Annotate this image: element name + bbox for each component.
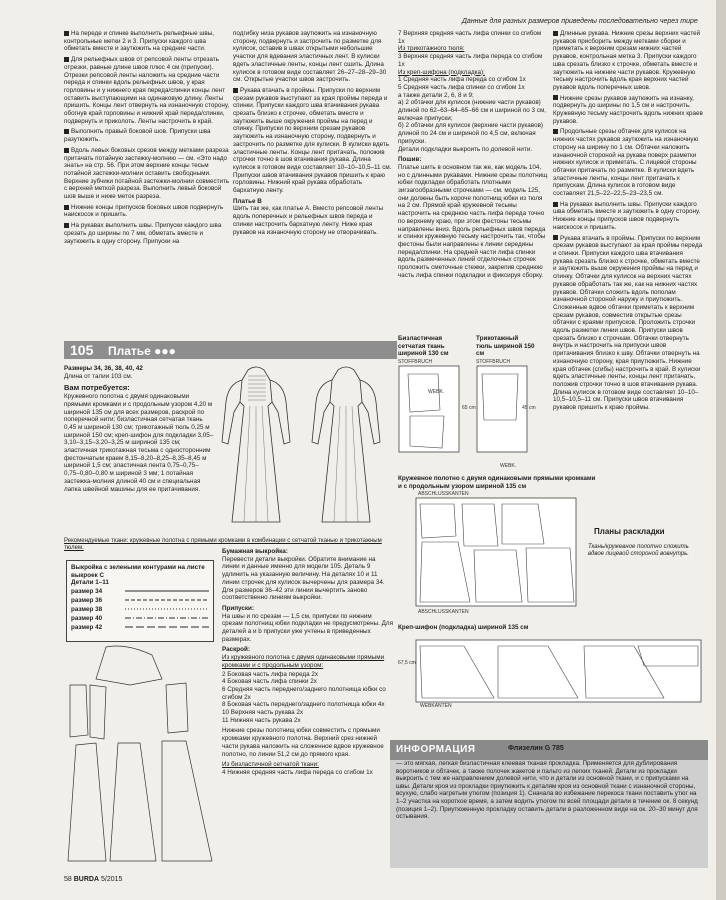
paragraph: Рукава втачать в проймы. Припуски по верхним срезам рукавов выступают за края проймы переда и спинки. Припуски каждого шва втачивания рукава срезать близко к строчке, обметать вместе и заутюжить выше окружения проймы на перед и спинку. Припуски по верхним срезам рукавов заутюжить на изнаночную сторону, подвернуть и застрочить по разметке для кулиски. В кулиски вдеть эластичные ленты. Концы лент притачать, положив строчки точно в шов втачивания рукава. Длина кулисок в готовом виде составляет 10–10–10,5–11 см. Припуски швов втачивания рукавов пришить к краю горловины. Нижний край рукава обработать бархатную ленту. bbox=[233, 86, 392, 195]
selvage-full-label: WEBKANTEN bbox=[420, 703, 452, 709]
cut-edge-label: ABSCHLUSSKANTEN bbox=[418, 609, 469, 615]
pattern-piece-skirt-2 bbox=[110, 743, 156, 861]
dress-b-title: Платье В bbox=[233, 197, 262, 205]
tulle-label: Трикотажный тюль шириной 150 см bbox=[476, 335, 535, 357]
cut-edge-label: ABSCHLUSSKANTEN bbox=[418, 491, 469, 497]
dress-b-text: Шить так же, как платье А. Вместо репсовой ленты вдоль поперечных и рельефных швов переда и спинки настрочить бархатную ленту. Ниже края рукавов на изнаночную сторону не отворачивать. bbox=[233, 205, 384, 236]
bullet-icon bbox=[553, 202, 558, 207]
dress-illustration bbox=[218, 362, 394, 530]
cutting-item: 10 Верхняя часть рукава 2x bbox=[222, 709, 304, 717]
bullet-icon bbox=[64, 205, 69, 210]
model-title: Платье ●●● bbox=[108, 344, 176, 358]
list-item: 5 Средняя часть лифа спинки со сгибом 1x bbox=[398, 83, 525, 91]
paragraph: Продольные срезы обтачек для кулисок на нижних частях рукавов заутюжить на изнаночную сторону на ширину по 1 см. Обтачки наложить изнаночной стороной на рукава поверх разметки нижних кулисок и приметать. С лицевой стороны обтачки притачать по разметке. В кулиски вдеть эластичные ленты, концы лент притачать к припускам. Длина кулисок в готовом виде составляет 21,5–22–22,5–23–23,5 см. bbox=[553, 128, 699, 198]
left-bottom-column bbox=[64, 365, 214, 496]
paper-pattern-text: Перевести детали выкройки. Обратите внимание на линии и данные именно для модели 105. Деталь 9 удлинить на указанную величину. На деталях 10 и 11 линии строчек для кулисок вычерчены для размера 34. Для размеров 36–42 эти линии вычертить заново соответственно линиям выкройки. bbox=[222, 555, 385, 602]
skirt-seams bbox=[244, 406, 358, 522]
page-number: 58 bbox=[64, 876, 72, 883]
info-text: — это мягкая, легкая бизластичная клеевая тканая прокладка. Применяется для дублирования воротников и обтачек, а также полочек жакетов и пальто из легких тканей. Детали из прокладки выкроить с тем же направлением долевой нити, что и детали из основной ткани, и с припусками на швы. Детали кроя из прокладки приутюжить к деталям кроя из основной ткани с изнаночной стороны, всухую, слабо нагретым утюгом (позиция 1). Сначала во избежание перекоса ткани поставить утюг на 1–2 участка на короткое время, а затем водить утюгом по всей площади детали в течение ок. 8 секунд (позиция 1–2). Приутюженную прокладку оставить детали в разложенном виде на ок. 20–30 минут для остывания. bbox=[396, 760, 698, 821]
list-heading: Из трикотажного тюля: bbox=[398, 45, 465, 53]
cutting-note: Нижние срезы полотнищ юбки совместить с прямыми кромками кружевного полотна. Верхний срез нижней части рукава наложить на сложенное вдвое кружевное полотно, по линии 51,2 см до прямого края. bbox=[222, 727, 384, 758]
far-right-column bbox=[553, 30, 703, 415]
sewing-title: Пошив: bbox=[398, 156, 422, 164]
info-bar bbox=[390, 740, 708, 760]
layouts-note: Ткань/кружевное полотно сложить вдвое лицевой стороной вовнутрь. bbox=[588, 544, 689, 557]
selvage-label: WEBK. bbox=[500, 463, 517, 469]
dress-back-sleeve-right bbox=[360, 380, 380, 444]
paragraph: Нижние концы припусков боковых швов подвернуть наискосок и пришить. bbox=[64, 203, 224, 219]
issue: 5/2015 bbox=[100, 876, 123, 883]
pattern-piece-bodice-2 bbox=[90, 685, 106, 739]
sizes: Размеры 34, 36, 38, 40, 42 bbox=[64, 365, 143, 372]
magazine-name: BURDA bbox=[73, 876, 100, 883]
recommended-text: Рекомендуемые ткани: кружевные полотна с прямыми кромками в комбинации с сетчатой тканью и трикотажным тюлем. bbox=[64, 538, 382, 551]
mid-top-column bbox=[233, 30, 393, 239]
cutting-item: 8 Боковая часть переднего/заднего полотнища юбки 4x bbox=[222, 701, 385, 709]
list-item: а) 2 обтачки для кулисок (нижние части рукавов) длиной по 62–63–64–65–66 см и шириной по 3 см, включая припуски; bbox=[398, 99, 547, 122]
allowances-title: Припуски: bbox=[222, 604, 255, 612]
bullet-icon bbox=[64, 223, 69, 228]
fold-label: STOFFBRUCH bbox=[398, 359, 433, 365]
model-number: 105 bbox=[70, 342, 94, 358]
legend-size-38: размер 38 bbox=[71, 606, 103, 613]
needed-text: Кружевного полотна с двумя одинаковыми прямыми кромками и с продольным узором 4,20 м шириной 135 см для всех размеров, раскрой по поперечной нити; бизластичная сетчатая ткань 0,45 м шириной 130 см; трикотажный тюль 0,25 м шириной 150 см; креп-шифон для подкладки 3,05–3,10–3,15–3,20–3,25 м шириной 135 см; эластичная трикотажная тесьма с односторонним фестончатым краем 8,15–8,20–8,25–8,35–8,45 м шириной 1,5 см; эластичная лента 0,75–0,75–0,75–0,80–0,80 м шириной 3 мм; 1 потайная застежка-молния длиной 40 см и специальная лапка швейной машины для ее притачивания. bbox=[64, 393, 214, 493]
bullet-icon bbox=[64, 31, 69, 36]
paragraph: На переде и спинке выполнить рельефные швы, контрольные метки 2 и 3. Припуски каждого шва обметать вместе и заутюжить на средние части. bbox=[64, 30, 214, 53]
legend-size-42: размер 42 bbox=[71, 624, 103, 631]
mid-bottom-column bbox=[222, 548, 394, 780]
layouts-title: Планы раскладки bbox=[594, 527, 665, 536]
bullet-icon bbox=[64, 57, 69, 62]
needed-title: Вам потребуется: bbox=[64, 383, 130, 393]
dimension-45: 45 cm bbox=[522, 405, 536, 411]
cutting-item: 6 Средняя часть переднего/заднего полотнища юбки со сгибом 2x bbox=[222, 685, 386, 701]
paragraph: Рукава втачать в проймы. Припуски по верхним срезам рукавов выступают за края проймы переда и спинки. Припуски каждого шва втачивания рукава срезать близко к строчке, обметать вместе и заутюжить выше окружения проймы на перед и спинку. Обтачки для кулисок на верхних частях рукавов обработать так же, как на нижних частях рукавов. Обтачки сложить вдоль пополам изнаночной стороной наружу и приутюжить. Сложенные вдвое обтачки приметать к верхним срезам рукавов, совместив открытые срезы обтачки с краями припусков. Проложить строчки вдоль разметки линии швов. Припуски швов срезать близко к строчкам. Обтачки отвернуть внутрь и настрочить на припуски швов притачивания близко к шву. Обтачки отвернуть на изнаночную сторону, края приутюжить. Нижние края обтачек (сгибы) настрочить в край. В кулиски вдеть эластичные ленты, концы лент притачать, положив строчки точно в шов втачивания рукава. Длина кулисок в готовом виде составляет 10–10–10,5–10,5–11 см. Припуски швов втачивания рукавов пришить к краю проймы. bbox=[553, 234, 703, 412]
left-top-column bbox=[64, 30, 230, 248]
cutting-intro: Из кружевного полотна с двумя одинаковыми прямыми кромками и с продольным узором: bbox=[222, 654, 385, 669]
bullet-icon bbox=[553, 95, 558, 100]
page-edge bbox=[716, 0, 726, 900]
list-item: а также детали 2, 6, 8 и 9; bbox=[398, 91, 474, 99]
pattern-pieces bbox=[66, 645, 214, 863]
dress-front-sleeve-right bbox=[270, 380, 290, 444]
bullet-icon bbox=[553, 129, 558, 134]
mesh-item: 4 Нижняя средняя часть лифа переда со сгибом 1x bbox=[222, 768, 373, 776]
bodice-smocking bbox=[248, 376, 266, 400]
paragraph: Вдоль левых боковых срезов между метками разреза притачать потайную застежку-молнию — см. «Это надо знать» на стр. 56. При этом верхние концы тесьм потайной застежки-молнии оставить свободными. Верхние зубчики потайной застежки-молнии совместить с верхней меткой разреза. Выполнить левый боковой шов выше и ниже меток разреза. bbox=[64, 146, 230, 201]
paragraph: Длинные рукава. Нижние срезы верхних частей рукавов присборить между метками сборки и приметать к верхним срезам нижних частей рукавов, контрольная метка 3. Припуски каждого шва срезать близко к строчке, обметать вместе и заутюжить на нижние части рукавов. Кружевную тесьму настрочить вдоль края верхних частей рукавов вдоль поперечных швов. bbox=[553, 30, 701, 91]
chiffon-layout bbox=[398, 636, 703, 710]
list-heading: Из креп-шифона (подкладка): bbox=[398, 68, 485, 76]
dimension-67: 67,5 cm bbox=[398, 660, 416, 666]
list-item: Детали подкладки выкроить по долевой нити. bbox=[398, 145, 533, 153]
cutting-title: Раскрой: bbox=[222, 646, 250, 654]
mesh-title: Из бизластичной сетчатой ткани: bbox=[222, 761, 319, 769]
legend-size-34: размер 34 bbox=[71, 588, 103, 595]
pattern-piece-bodice-3 bbox=[166, 683, 188, 733]
bullet-icon bbox=[553, 31, 558, 36]
legend-line-samples bbox=[125, 590, 209, 630]
paragraph: Для рельефных швов от репсовой ленты отрезать отрезки, равные длине швов плюс 4 см (припуски). Отрезки репсовой ленты наложить на средние части переда и спинки вдоль рельефных швов, у края горловины и у нижнего края переда/спинки концы лент оставить выступающими на одинаковую длину. Ленты пришить. Концы лент отвернуть на изнаночную сторону, обогнув край горловины и нижний край переда/спинки, подвернуть и приколоть. Ленты настрочить в край. bbox=[64, 56, 230, 125]
legend-size-36: размер 36 bbox=[71, 597, 103, 604]
list-item: б) 2 обтачки для кулисок (верхние части рукавов) длиной по 24 см и шириной по 4,5 см, включая припуски. bbox=[398, 122, 544, 145]
dimension-65: 65 cm bbox=[462, 405, 476, 411]
list-item: 1 Средняя часть лифа переда со сгибом 1x bbox=[398, 76, 526, 84]
paragraph: подгибку низа рукавов заутюжить на изнаночную сторону, подвернуть и застрочить по разметке для кулисок, оставив в швах открытыми небольшие участки для вдевания эластичных лент. В кулиски вдеть эластичные ленты, концы лент сшить. Длина кулисок в готовом виде составляет 26–27–28–29–30 см. Открытые участки швов застрочить. bbox=[233, 30, 387, 84]
fold-label: STOFFBRUCH bbox=[476, 359, 511, 365]
sewing-text: Платье шить в основном так же, как модель 104, но с длинными рукавами. Нижние срезы полотнищ юбки подкладки обработать плотными зигзагообразными строчками — см. модель 125, они должны быть короче полотнищ юбки из тюля на 2 см. Прямой край кружевной тесьмы настрочить на среднюю часть лифа переда точно по верхнему краю, при этом фестоны тесьмы направлены вниз. Вдоль рельефных швов переда и спинки кружевную тесьму настрочить так, чтобы фестоны были направлены к линии середины переда/спинки. На средней части лифа спинки вдоль размеченных линий отделочных строчек проложить сметочные стежки, закрепив среднюю часть лифа спинки подкладки и фиксируя сборку. bbox=[398, 163, 548, 279]
legend-size-40: размер 40 bbox=[71, 615, 103, 622]
dress-back-sleeve-left bbox=[312, 380, 332, 444]
cutting-item: 2 Боковая часть лифа переда 2x bbox=[222, 670, 318, 678]
chiffon-label: Креп-шифон (подкладка) шириной 135 см bbox=[398, 624, 529, 631]
paragraph: На рукавах выполнить швы. Припуски каждого шва обметать вместе и заутюжить в одну сторону. Нижние концы припусков швов подвернуть наискосок и пришить. bbox=[553, 200, 701, 231]
pattern-piece-skirt-3 bbox=[162, 741, 212, 861]
bullet-icon bbox=[233, 88, 238, 93]
paragraph: Выполнить правый боковой шов. Припуски шва разутюжить. bbox=[64, 128, 211, 144]
paragraph: Нижние срезы рукавов заутюжить на изнанку, подвернуть до ширины по 1,5 см и настрочить. Кружевную тесьму настрочить вдоль нижних краев рукавов. bbox=[553, 94, 703, 125]
selvage-label: WEBK. bbox=[428, 389, 445, 395]
lace-label: Кружевное полотно с двумя одинаковыми прямыми кромками и с продольным узором шириной 135 см bbox=[398, 475, 596, 490]
paragraph: На рукавах выполнить швы. Припуски каждого шва срезать до ширины по 7 мм, обметать вместе и заутюжить в одну сторону. Припуски на bbox=[64, 222, 222, 245]
allowances-text: На швы и по срезам — 1,5 см, припуски по нижним срезам полотнищ юбки подкладки не предусмотрены. Для деталей а и b припуски уже учтены в приведенных размерах. bbox=[222, 612, 394, 643]
info-subtitle: Флизелин G 785 bbox=[508, 745, 564, 752]
pattern-piece-bodice-1 bbox=[70, 685, 88, 737]
pattern-piece-skirt-1 bbox=[68, 743, 106, 861]
waist-length: Длина от талии 103 см. bbox=[64, 372, 133, 380]
mesh-fabric-label: Бизластичная сетчатая ткань шириной 130 см bbox=[398, 335, 449, 357]
dress-front-sleeve-left bbox=[222, 380, 242, 444]
cutting-item: 4 Боковая часть лифа спинки 2x bbox=[222, 678, 317, 686]
lace-layout bbox=[398, 496, 578, 610]
paper-pattern-title: Бумажная выкройка: bbox=[222, 548, 288, 555]
info-box bbox=[390, 740, 708, 868]
tulle-layout bbox=[476, 360, 536, 464]
header-note: Данные для разных размеров приведены последовательно через тире bbox=[462, 18, 698, 25]
list-item: 3 Верхняя средняя часть лифа переда со сгибом 1x bbox=[398, 53, 543, 68]
bullet-icon bbox=[553, 235, 558, 240]
bullet-icon bbox=[64, 129, 69, 134]
model-heading bbox=[64, 341, 397, 359]
info-title: ИНФОРМАЦИЯ bbox=[396, 744, 476, 755]
mesh-layout bbox=[398, 360, 470, 464]
list-item: 7 Верхняя средняя часть лифа спинки со сгибом 1x bbox=[398, 30, 542, 45]
legend-title: Выкройка с зелеными контурами на листе выкроек С bbox=[71, 564, 205, 579]
legend-box bbox=[66, 560, 214, 642]
legend-details: Детали 1–11 bbox=[71, 579, 109, 586]
bullet-icon bbox=[64, 148, 69, 153]
right-top-column bbox=[398, 30, 548, 283]
pattern-piece-sleeve bbox=[96, 646, 162, 685]
page-footer bbox=[64, 876, 122, 883]
cutting-item: 11 Нижняя часть рукава 2x bbox=[222, 716, 301, 724]
